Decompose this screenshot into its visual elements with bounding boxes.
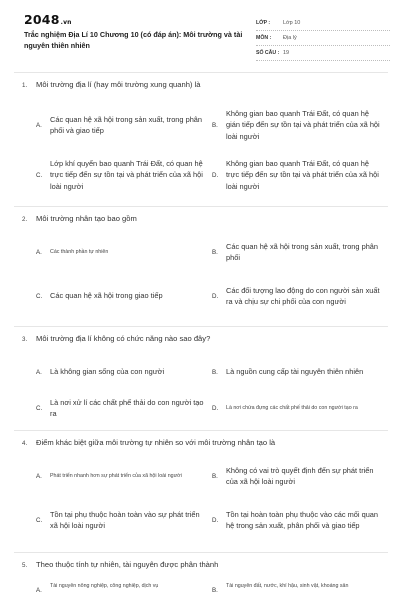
option-text: Các quan hệ xã hội trong sản xuất, trong phân phối xyxy=(226,241,379,262)
option-text: Là nguồn cung cấp tài nguyên thiên nhiên xyxy=(226,367,364,377)
option-letter: C. xyxy=(36,292,43,300)
q2-option-c[interactable] xyxy=(36,278,206,314)
question-3-text xyxy=(22,334,210,343)
question-text: Theo thuộc tính tự nhiên, tài nguyên được phân thành xyxy=(36,560,219,569)
meta-row-count xyxy=(256,46,390,61)
option-letter: C. xyxy=(36,171,43,179)
option-text: Các thành phần tự nhiên xyxy=(50,248,109,255)
option-text: Các quan hệ xã hội trong sản xuất, trong phân phối và giao tiếp xyxy=(50,114,203,135)
question-number: 4. xyxy=(22,440,28,447)
question-text: Môi trường địa lí (hay môi trường xung quanh) là xyxy=(36,80,201,89)
question-text: Môi trường nhân tạo bao gồm xyxy=(36,214,137,223)
option-letter: B. xyxy=(212,587,218,594)
option-letter: D. xyxy=(212,404,219,412)
question-number: 5. xyxy=(22,562,28,569)
option-letter: A. xyxy=(36,472,42,480)
meta-row-subject xyxy=(256,31,390,46)
question-text: Môi trường địa lí không có chức năng nào sao đây? xyxy=(36,334,211,343)
q2-option-a[interactable] xyxy=(36,238,206,266)
option-text: Phát triển nhanh hơn sự phát triển của xã hội loài người xyxy=(50,472,182,479)
q3-option-a[interactable] xyxy=(36,358,206,386)
option-letter: B. xyxy=(212,248,218,256)
q2-option-b[interactable] xyxy=(212,238,382,266)
divider xyxy=(14,552,388,553)
logo-text: 2048 xyxy=(24,12,60,27)
option-letter: D. xyxy=(212,292,219,300)
option-text: Tài nguyên nông nghiệp, công nghiệp, dịch vụ xyxy=(50,583,159,589)
divider xyxy=(14,326,388,327)
option-letter: C. xyxy=(36,404,43,412)
meta-label: LỚP : xyxy=(256,20,271,26)
option-text: Tồn tại phụ thuộc hoàn toàn vào sự phát triển xã hội loài người xyxy=(50,509,200,530)
question-2-text xyxy=(22,214,137,223)
q4-option-d[interactable] xyxy=(212,498,382,542)
option-letter: A. xyxy=(36,121,42,129)
q1-option-c[interactable] xyxy=(36,154,206,196)
page-header xyxy=(0,0,400,66)
option-text: Các đối tượng lao động do con người sản xuất ra và chịu sự chi phối của con người xyxy=(226,285,380,306)
q4-option-b[interactable] xyxy=(212,462,382,490)
option-letter: B. xyxy=(212,121,218,129)
q1-option-d[interactable] xyxy=(212,154,382,196)
divider xyxy=(14,72,388,73)
meta-value: 19 xyxy=(283,50,290,56)
option-text: Tồn tại hoàn toàn phụ thuộc vào các mối quan hệ trong sản xuất, phân phối và giao tiếp xyxy=(226,509,379,530)
meta-value: Địa lý xyxy=(283,35,297,41)
document-meta xyxy=(256,16,390,61)
option-letter: A. xyxy=(36,368,42,376)
question-5-text xyxy=(22,560,218,569)
question-number: 3. xyxy=(22,336,28,343)
logo-tld: .vn xyxy=(60,19,72,26)
document-title: Trắc nghiệm Địa Lí 10 Chương 10 (có đáp án): Môi trường và tài nguyên thiên nhiên xyxy=(24,30,243,50)
divider xyxy=(14,430,388,431)
option-letter: A. xyxy=(36,248,42,256)
option-letter: B. xyxy=(212,368,218,376)
q5-option-a[interactable] xyxy=(36,582,206,600)
meta-label: SỐ CÂU : xyxy=(256,50,280,56)
q1-option-a[interactable] xyxy=(36,108,206,142)
option-letter: C. xyxy=(36,516,43,524)
divider xyxy=(14,206,388,207)
question-number: 2. xyxy=(22,216,28,223)
meta-value: Lớp 10 xyxy=(283,20,301,26)
option-letter: D. xyxy=(212,171,219,179)
q4-option-c[interactable] xyxy=(36,502,206,538)
option-text: Không có vai trò quyết định đến sự phát triển của xã hội loài người xyxy=(226,465,374,486)
meta-label: MÔN : xyxy=(256,35,272,41)
option-text: Không gian bao quanh Trái Đất, có quan hệ trực tiếp đến sự tồn tại và phát triển của xã hội loài người xyxy=(226,159,379,191)
q3-option-c[interactable] xyxy=(36,394,206,422)
q1-option-b[interactable] xyxy=(212,104,382,146)
question-number: 1. xyxy=(22,82,28,89)
option-text: Tài nguyên đất, nước, khí hậu, sinh vật, khoáng sản xyxy=(226,583,349,589)
q4-option-a[interactable] xyxy=(36,462,206,490)
option-text: Là nơi chứa đựng các chất phế thải do con người tạo ra xyxy=(226,404,358,411)
q2-option-d[interactable] xyxy=(212,274,382,318)
option-text: Các quan hệ xã hội trong giao tiếp xyxy=(50,291,163,301)
q5-option-b[interactable] xyxy=(212,582,382,600)
option-text: Là nơi xử lí các chất phế thải do con người tạo ra xyxy=(50,397,204,418)
option-letter: D. xyxy=(212,516,219,524)
option-letter: A. xyxy=(36,587,42,594)
question-1-text xyxy=(22,80,200,89)
question-4-text xyxy=(22,438,275,447)
q3-option-d[interactable] xyxy=(212,394,382,422)
option-text: Lớp khí quyển bao quanh Trái Đất, có quan hệ trực tiếp đến sự tồn tại và phát triển của xã hội loài người xyxy=(50,159,203,191)
question-text: Điểm khác biệt giữa môi trường tự nhiên so với môi trường nhân tạo là xyxy=(36,438,276,447)
option-text: Không gian bao quanh Trái Đất, có quan hệ gián tiếp đến sự tồn tại và phát triển của xã hội loài người xyxy=(226,109,380,141)
meta-row-grade xyxy=(256,16,390,31)
option-text: Là không gian sống của con người xyxy=(50,367,165,377)
option-letter: B. xyxy=(212,472,218,480)
q3-option-b[interactable] xyxy=(212,358,382,386)
